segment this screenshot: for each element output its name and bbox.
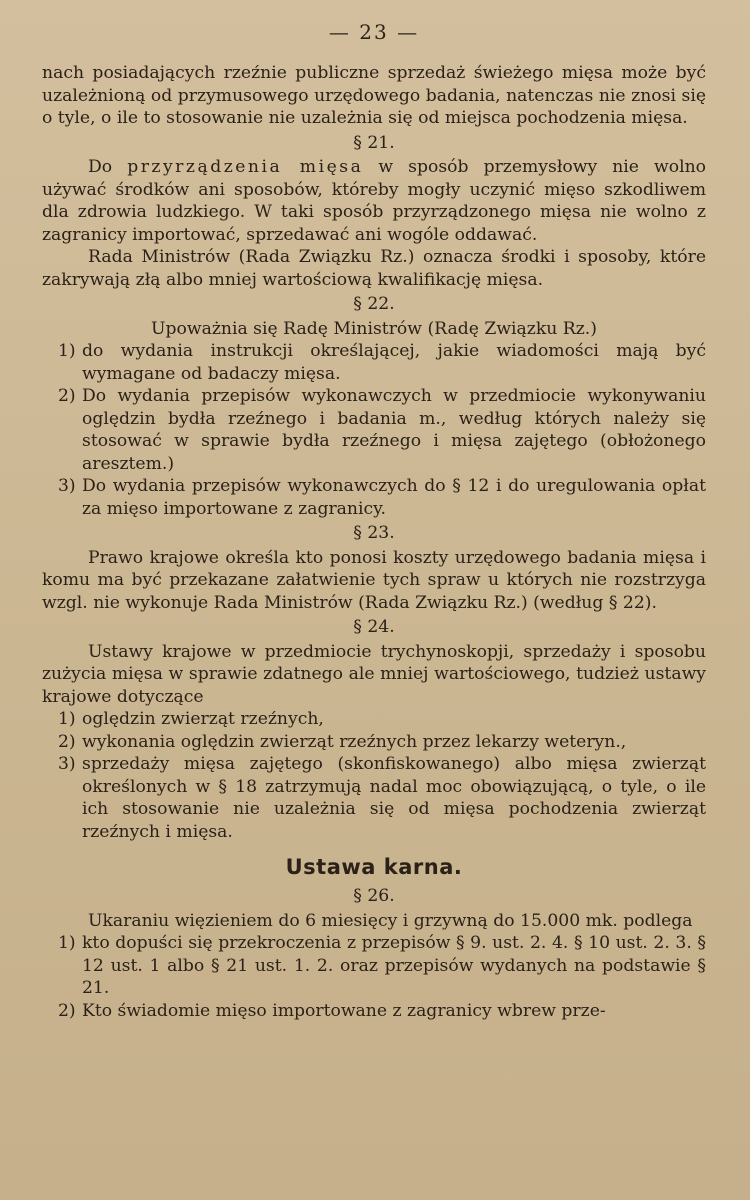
section-24-paragraph: Ustawy krajowe w przedmiocie trychynoskopji, sprzedaży i sposobu zużycia mięsa w sprawie zdatnego ale mniej wartościowego, tudzież ustawy krajowe dotyczące [42, 641, 706, 707]
list-item: 3) Do wydania przepisów wykonawczych do § 12 i do uregulowania opłat za mięso importowane z zagranicy. [58, 476, 706, 519]
section-22-intro: Upoważnia się Radę Ministrów (Radę Związku Rz.) [151, 318, 597, 339]
section-24-heading: § 24. [353, 617, 395, 637]
list-item: 1) oględzin zwierząt rzeźnych, [58, 709, 324, 729]
section-23-paragraph: Prawo krajowe określa kto ponosi koszty urzędowego badania mięsa i komu ma być przekazane załatwienie tych spraw u których nie rozstrzyga wzgl. nie wykonuje Rada Ministrów (Rada Związku Rz.) (według § 22). [42, 547, 706, 613]
spaced-emphasis: przyrządzenia mięsa [127, 157, 364, 177]
section-21-paragraph-1: Do przyrządzenia mięsa w sposób przemysłowy nie wolno używać środków ani sposobów, któreby mogły uczynić mięso szkodliwem dla zdrowia ludzkiego. W taki sposób przyrządzonego mięsa nie wolno z zagranicy importować, sprzedawać ani wogóle oddawać. [42, 157, 707, 245]
section-21-paragraph-2: Rada Ministrów (Rada Związku Rz.) oznacza środki i sposoby, które zakrywają złą albo mniej wartościową kwalifikację mięsa. [42, 247, 706, 290]
section-26-heading: § 26. [353, 886, 395, 906]
section-26-paragraph: Ukaraniu więzieniem do 6 miesięcy i grzywną do 15.000 mk. podlega [88, 910, 693, 931]
page-number: — 23 — [328, 20, 420, 44]
section-21-heading: § 21. [353, 132, 395, 153]
section-22-heading: § 22. [353, 294, 395, 314]
list-item: 3) sprzedaży mięsa zajętego (skonfiskowanego) albo mięsa zwierząt określonych w § 18 zatrzymują nadal moc obowiązującą, o tyle, o ile ich stosowanie nie uzależnia się od mięsa pochodzenia zwierząt rzeźnych i mięsa. [58, 754, 706, 842]
list-item: 1) kto dopuści się przekroczenia z przepisów § 9. ust. 2. 4. § 10 ust. 2. 3. § 12 ust. 1 albo § 21 ust. 1. 2. oraz przepisów wydanych na podstawie § 21. [58, 933, 706, 998]
ustawa-karna-title: Ustawa karna. [285, 855, 463, 879]
list-item: 1) do wydania instrukcji określającej, jakie wiadomości mają być wymagane od badaczy mięsa. [58, 341, 706, 384]
list-item: 2) Kto świadomie mięso importowane z zagranicy wbrew prze- [58, 1000, 606, 1021]
list-item: 2) wykonania oględzin zwierząt rzeźnych przez lekarzy weteryn., [58, 731, 627, 752]
section-23-heading: § 23. [353, 523, 395, 543]
list-item: 2) Do wydania przepisów wykonawczych w przedmiocie wykonywaniu oględzin bydła rzeźnego i badania m., według których należy się stosować w sprawie bydła rzeźnego i mięsa zajętego (obłożonego aresztem.) [58, 386, 706, 474]
paragraph-intro: nach posiadających rzeźnie publiczne sprzedaż świeżego mięsa może być uzależnioną od przymusowego urzędowego badania, natenczas nie znosi się o tyle, o ile to stosowanie nie uzależnia się od miejsca pochodzenia mięsa. [42, 63, 706, 128]
